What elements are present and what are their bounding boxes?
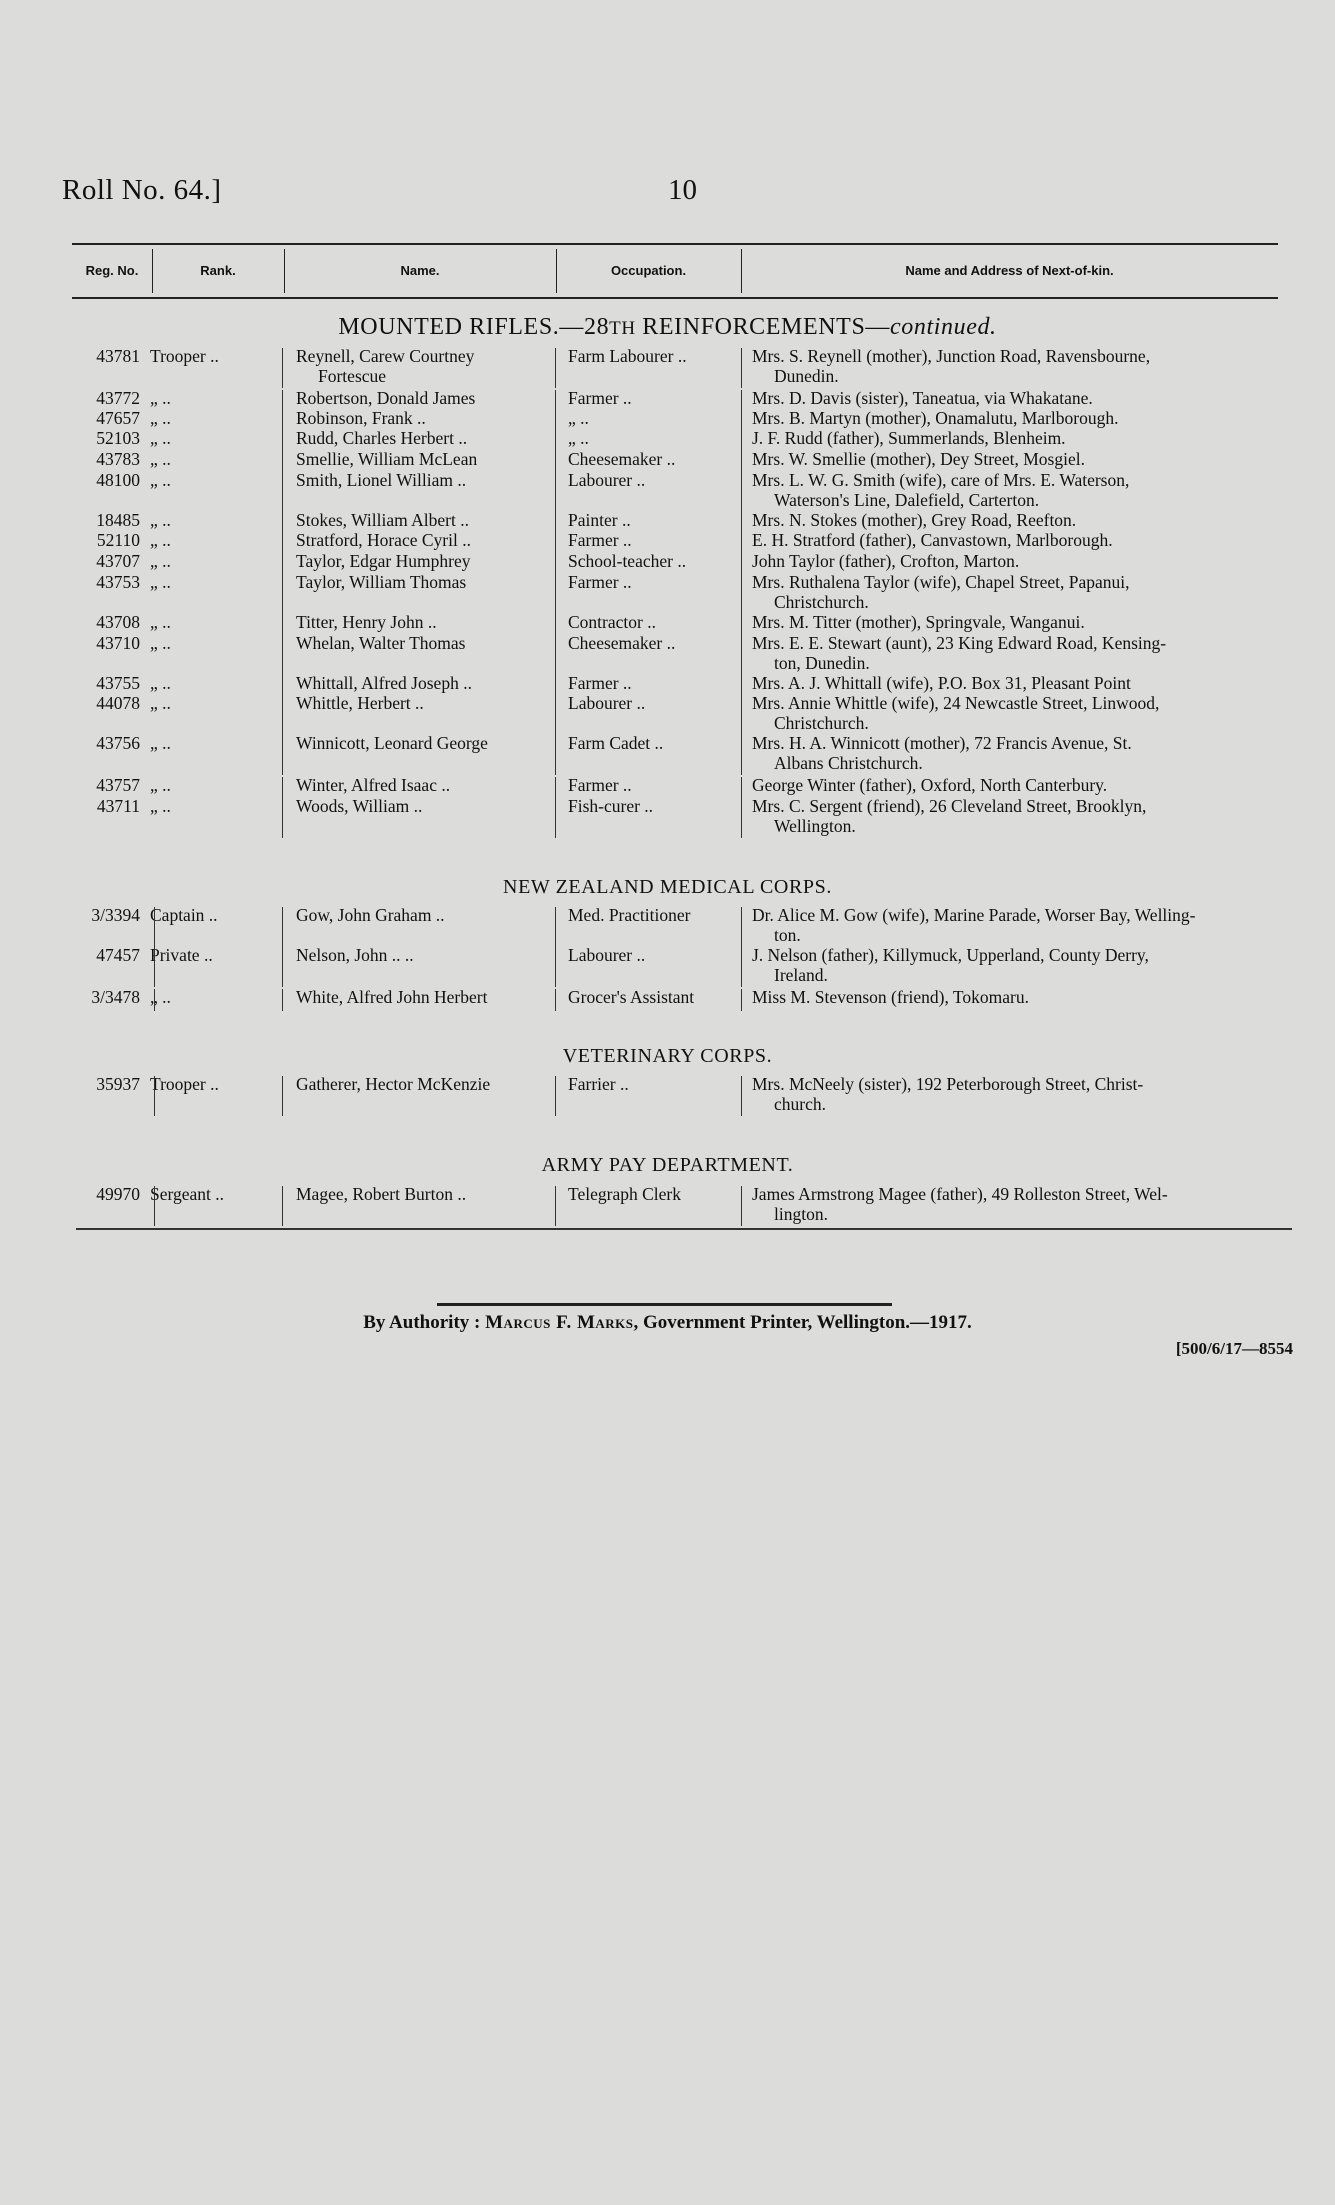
next-of-kin-text: Mrs. C. Sergent (friend), 26 Cleveland Street, Brooklyn, [752, 796, 1147, 816]
reg-no-cell: 43707 [96, 551, 140, 571]
name-text: Titter, Henry John .. [296, 612, 437, 632]
name-cell [296, 1074, 546, 1094]
reg-no-cell: 43757 [96, 775, 140, 795]
rank-cell: „ .. [150, 551, 171, 571]
next-of-kin-continuation: church. [774, 1094, 826, 1114]
next-of-kin-cell [752, 1074, 1296, 1114]
column-rule [282, 675, 283, 697]
column-rule [555, 614, 556, 636]
printer-imprint: By Authority : Marcus F. Marks, Government Printer, Wellington.—1917. [363, 1312, 972, 1333]
col-name: Name. [400, 263, 440, 278]
column-rule [741, 451, 742, 473]
name-cell [296, 693, 546, 713]
column-rule [282, 574, 283, 614]
column-rule [741, 553, 742, 575]
column-rule [741, 635, 742, 675]
next-of-kin-text: Mrs. D. Davis (sister), Taneatua, via Whakatane. [752, 388, 1093, 408]
name-cell [296, 346, 546, 386]
name-cell [296, 551, 546, 571]
column-rule [282, 553, 283, 575]
column-rule [282, 1186, 283, 1226]
col-reg-no: Reg. No. [85, 263, 139, 278]
column-rule [741, 430, 742, 452]
reg-no-cell: 18485 [96, 510, 140, 530]
column-rule [282, 989, 283, 1011]
occupation-cell: Cheesemaker .. [568, 449, 676, 469]
next-of-kin-text: Mrs. A. J. Whittall (wife), P.O. Box 31, Pleasant Point [752, 673, 1131, 693]
column-rule [555, 348, 556, 388]
next-of-kin-text: John Taylor (father), Crofton, Marton. [752, 551, 1020, 571]
next-of-kin-cell [752, 945, 1296, 985]
occupation-cell: Labourer .. [568, 945, 646, 965]
next-of-kin-cell [752, 388, 1296, 408]
reg-no-cell: 52110 [96, 530, 140, 550]
name-text: Whittle, Herbert .. [296, 693, 424, 713]
name-text: Reynell, Carew Courtney [296, 346, 475, 366]
column-rule [741, 735, 742, 775]
column-rule [741, 907, 742, 947]
rank-cell: „ .. [150, 388, 171, 408]
name-cell [296, 673, 546, 693]
column-rule [741, 777, 742, 799]
rank-cell: „ .. [150, 612, 171, 632]
reg-no-cell: 43753 [96, 572, 140, 592]
reg-no-cell: 52103 [96, 428, 140, 448]
occupation-cell: Farmer .. [568, 775, 632, 795]
occupation-cell: Cheesemaker .. [568, 633, 676, 653]
next-of-kin-cell [752, 673, 1296, 693]
occupation-cell: „ .. [568, 408, 589, 428]
name-text: Stratford, Horace Cyril .. [296, 530, 471, 550]
rank-cell: „ .. [150, 572, 171, 592]
occupation-cell: School-teacher .. [568, 551, 687, 571]
reg-no-cell: 35937 [96, 1074, 140, 1094]
reg-no-cell: 43711 [96, 796, 140, 816]
name-text: Whelan, Walter Thomas [296, 633, 466, 653]
reg-no-cell: 43756 [96, 733, 140, 753]
column-rule [741, 512, 742, 534]
column-header [72, 243, 1278, 299]
next-of-kin-cell [752, 612, 1296, 632]
col-rank: Rank. [200, 263, 236, 278]
next-of-kin-cell [752, 633, 1296, 673]
column-rule [741, 472, 742, 512]
column-rule [555, 989, 556, 1011]
column-rule [282, 777, 283, 799]
occupation-cell: Labourer .. [568, 693, 646, 713]
next-of-kin-continuation: Dunedin. [774, 366, 839, 386]
name-text: Stokes, William Albert .. [296, 510, 469, 530]
name-text: White, Alfred John Herbert [296, 987, 488, 1007]
next-of-kin-continuation: Albans Christchurch. [774, 753, 923, 773]
occupation-cell: Telegraph Clerk [568, 1184, 681, 1204]
next-of-kin-text: J. F. Rudd (father), Summerlands, Blenheim. [752, 428, 1066, 448]
reg-no-cell: 3/3478 [91, 987, 140, 1007]
column-rule [555, 798, 556, 838]
name-text: Smellie, William McLean [296, 449, 478, 469]
next-of-kin-cell [752, 551, 1296, 571]
name-text: Robinson, Frank .. [296, 408, 426, 428]
rank-cell: Sergeant .. [150, 1184, 225, 1204]
rank-cell: „ .. [150, 693, 171, 713]
occupation-cell: Farm Labourer .. [568, 346, 687, 366]
column-rule [555, 735, 556, 775]
rank-cell: „ .. [150, 408, 171, 428]
column-rule [741, 614, 742, 636]
reg-no-cell: 43755 [96, 673, 140, 693]
rank-cell: Private .. [150, 945, 213, 965]
occupation-cell: Fish-curer .. [568, 796, 654, 816]
column-rule [741, 947, 742, 987]
rank-cell: „ .. [150, 530, 171, 550]
table-bottom-rule [76, 1228, 1292, 1230]
column-rule [555, 574, 556, 614]
name-text: Gatherer, Hector McKenzie [296, 1074, 491, 1094]
next-of-kin-cell [752, 572, 1296, 612]
column-rule [555, 553, 556, 575]
next-of-kin-cell [752, 449, 1296, 469]
column-rule [282, 735, 283, 775]
column-rule [282, 798, 283, 838]
name-cell [296, 428, 546, 448]
col-occupation: Occupation. [610, 263, 687, 278]
rank-cell: Captain .. [150, 905, 218, 925]
rank-cell: „ .. [150, 510, 171, 530]
column-rule [555, 777, 556, 799]
name-cell [296, 470, 546, 490]
section-title-medical-corps: NEW ZEALAND MEDICAL CORPS. [503, 876, 832, 898]
next-of-kin-text: E. H. Stratford (father), Canvastown, Marlborough. [752, 530, 1113, 550]
roll-number: Roll No. 64.] [62, 174, 222, 206]
next-of-kin-cell [752, 530, 1296, 550]
column-rule [555, 947, 556, 987]
rank-cell: „ .. [150, 449, 171, 469]
name-cell [296, 945, 546, 965]
reg-no-cell: 43783 [96, 449, 140, 469]
next-of-kin-continuation: ton, Dunedin. [774, 653, 870, 673]
name-cell [296, 572, 546, 592]
next-of-kin-cell [752, 775, 1296, 795]
name-continuation: Fortescue [318, 366, 387, 386]
column-rule [741, 675, 742, 697]
occupation-cell: „ .. [568, 428, 589, 448]
occupation-cell: Grocer's Assistant [568, 987, 695, 1007]
reg-no-cell: 49970 [96, 1184, 140, 1204]
name-text: Magee, Robert Burton .. [296, 1184, 467, 1204]
column-rule [282, 472, 283, 512]
occupation-cell: Painter .. [568, 510, 631, 530]
reg-no-cell: 43710 [96, 633, 140, 653]
column-rule [555, 635, 556, 675]
next-of-kin-cell [752, 693, 1296, 733]
next-of-kin-text: Mrs. B. Martyn (mother), Onamalutu, Marlborough. [752, 408, 1119, 428]
name-text: Smith, Lionel William .. [296, 470, 467, 490]
name-text: Woods, William .. [296, 796, 423, 816]
next-of-kin-text: Mrs. H. A. Winnicott (mother), 72 Francis Avenue, St. [752, 733, 1132, 753]
column-rule [741, 574, 742, 614]
column-rule [282, 947, 283, 987]
name-cell [296, 612, 546, 632]
next-of-kin-text: Mrs. W. Smellie (mother), Dey Street, Mosgiel. [752, 449, 1085, 469]
rank-cell: „ .. [150, 633, 171, 653]
next-of-kin-cell [752, 510, 1296, 530]
rank-cell: Trooper .. [150, 346, 219, 366]
rank-cell: „ .. [150, 470, 171, 490]
column-rule [555, 512, 556, 534]
name-text: Gow, John Graham .. [296, 905, 445, 925]
next-of-kin-continuation: Wellington. [774, 816, 856, 836]
name-text: Taylor, Edgar Humphrey [296, 551, 471, 571]
column-rule [555, 695, 556, 735]
name-cell [296, 510, 546, 530]
column-rule [555, 1076, 556, 1116]
column-rule [282, 907, 283, 947]
next-of-kin-text: Mrs. M. Titter (mother), Springvale, Wanganui. [752, 612, 1085, 632]
column-rule [282, 410, 283, 432]
name-text: Nelson, John .. .. [296, 945, 414, 965]
reg-no-cell: 43772 [96, 388, 140, 408]
column-rule [154, 989, 155, 1011]
next-of-kin-text: Miss M. Stevenson (friend), Tokomaru. [752, 987, 1029, 1007]
next-of-kin-text: Mrs. Ruthalena Taylor (wife), Chapel Street, Papanui, [752, 572, 1130, 592]
reg-no-cell: 3/3394 [91, 905, 140, 925]
column-rule [555, 390, 556, 412]
rank-cell: „ .. [150, 733, 171, 753]
next-of-kin-continuation: ton. [774, 925, 801, 945]
name-text: Taylor, William Thomas [296, 572, 467, 592]
section-title-veterinary-corps: VETERINARY CORPS. [562, 1045, 773, 1067]
section-title-army-pay: ARMY PAY DEPARTMENT. [541, 1154, 794, 1176]
column-rule [741, 989, 742, 1011]
next-of-kin-text: Mrs. S. Reynell (mother), Junction Road, Ravensbourne, [752, 346, 1151, 366]
next-of-kin-cell [752, 428, 1296, 448]
name-cell [296, 449, 546, 469]
name-cell [296, 987, 546, 1007]
reg-no-cell: 47457 [96, 945, 140, 965]
rank-cell: „ .. [150, 775, 171, 795]
column-rule [282, 614, 283, 636]
next-of-kin-cell [752, 905, 1296, 945]
name-cell [296, 775, 546, 795]
rank-cell: „ .. [150, 673, 171, 693]
reg-no-cell: 43708 [96, 612, 140, 632]
next-of-kin-text: Mrs. N. Stokes (mother), Grey Road, Reefton. [752, 510, 1077, 530]
occupation-cell: Farmer .. [568, 388, 632, 408]
next-of-kin-cell [752, 346, 1296, 386]
column-rule [741, 348, 742, 388]
reg-no-cell: 48100 [96, 470, 140, 490]
name-cell [296, 1184, 546, 1204]
occupation-cell: Med. Practitioner [568, 905, 691, 925]
next-of-kin-text: Mrs. E. E. Stewart (aunt), 23 King Edward Road, Kensing- [752, 633, 1167, 653]
col-next-of-kin: Name and Address of Next-of-kin. [905, 263, 1114, 278]
column-rule [741, 695, 742, 735]
column-rule [555, 472, 556, 512]
page-number: 10 [668, 174, 697, 206]
name-cell [296, 633, 546, 653]
occupation-cell: Farm Cadet .. [568, 733, 664, 753]
column-rule [741, 410, 742, 432]
column-rule [282, 451, 283, 473]
next-of-kin-text: James Armstrong Magee (father), 49 Rolleston Street, Wel- [752, 1184, 1168, 1204]
next-of-kin-continuation: Waterson's Line, Dalefield, Carterton. [774, 490, 1040, 510]
column-rule [154, 947, 155, 987]
column-rule [741, 532, 742, 554]
next-of-kin-cell [752, 987, 1296, 1007]
next-of-kin-cell [752, 1184, 1296, 1224]
next-of-kin-continuation: Ireland. [774, 965, 828, 985]
name-cell [296, 796, 546, 816]
rank-cell: „ .. [150, 796, 171, 816]
column-rule [282, 532, 283, 554]
reg-no-cell: 43781 [96, 346, 140, 366]
column-rule [154, 1186, 155, 1226]
name-cell [296, 905, 546, 925]
occupation-cell: Farmer .. [568, 530, 632, 550]
column-rule [282, 1076, 283, 1116]
reg-no-cell: 44078 [96, 693, 140, 713]
occupation-cell: Farrier .. [568, 1074, 629, 1094]
next-of-kin-text: Mrs. McNeely (sister), 192 Peterborough Street, Christ- [752, 1074, 1144, 1094]
column-rule [555, 532, 556, 554]
section-title-mounted-rifles: MOUNTED RIFLES.—28TH REINFORCEMENTS—continued. [338, 314, 997, 340]
authority-rule [437, 1303, 892, 1306]
column-rule [282, 348, 283, 388]
next-of-kin-cell [752, 796, 1296, 836]
column-rule [555, 675, 556, 697]
next-of-kin-cell [752, 470, 1296, 510]
name-cell [296, 408, 546, 428]
occupation-cell: Farmer .. [568, 673, 632, 693]
column-rule [154, 1076, 155, 1116]
column-rule [282, 695, 283, 735]
name-cell [296, 388, 546, 408]
next-of-kin-cell [752, 733, 1296, 773]
next-of-kin-text: J. Nelson (father), Killymuck, Upperland, County Derry, [752, 945, 1149, 965]
column-rule [282, 635, 283, 675]
column-rule [282, 512, 283, 534]
column-rule [741, 390, 742, 412]
column-rule [741, 1076, 742, 1116]
occupation-cell: Labourer .. [568, 470, 646, 490]
next-of-kin-continuation: lington. [774, 1204, 828, 1224]
rank-cell: „ .. [150, 987, 171, 1007]
next-of-kin-text: Dr. Alice M. Gow (wife), Marine Parade, Worser Bay, Welling- [752, 905, 1196, 925]
column-rule [555, 410, 556, 432]
occupation-cell: Contractor .. [568, 612, 656, 632]
rank-cell: Trooper .. [150, 1074, 219, 1094]
column-rule [154, 907, 155, 947]
reg-no-cell: 47657 [96, 408, 140, 428]
name-text: Robertson, Donald James [296, 388, 476, 408]
column-rule [741, 1186, 742, 1226]
next-of-kin-continuation: Christchurch. [774, 713, 869, 733]
next-of-kin-text: Mrs. Annie Whittle (wife), 24 Newcastle Street, Linwood, [752, 693, 1160, 713]
column-rule [282, 390, 283, 412]
next-of-kin-text: Mrs. L. W. G. Smith (wife), care of Mrs. E. Waterson, [752, 470, 1130, 490]
name-text: Winnicott, Leonard George [296, 733, 488, 753]
next-of-kin-text: George Winter (father), Oxford, North Canterbury. [752, 775, 1108, 795]
name-text: Winter, Alfred Isaac .. [296, 775, 451, 795]
name-text: Whittall, Alfred Joseph .. [296, 673, 472, 693]
column-rule [282, 430, 283, 452]
next-of-kin-continuation: Christchurch. [774, 592, 869, 612]
name-cell [296, 733, 546, 753]
name-text: Rudd, Charles Herbert .. [296, 428, 468, 448]
column-rule [555, 430, 556, 452]
name-cell [296, 530, 546, 550]
column-rule [555, 907, 556, 947]
column-rule [741, 798, 742, 838]
print-code: [500/6/17—8554 [1175, 1339, 1293, 1358]
next-of-kin-cell [752, 408, 1296, 428]
column-rule [555, 1186, 556, 1226]
column-rule [555, 451, 556, 473]
occupation-cell: Farmer .. [568, 572, 632, 592]
rank-cell: „ .. [150, 428, 171, 448]
